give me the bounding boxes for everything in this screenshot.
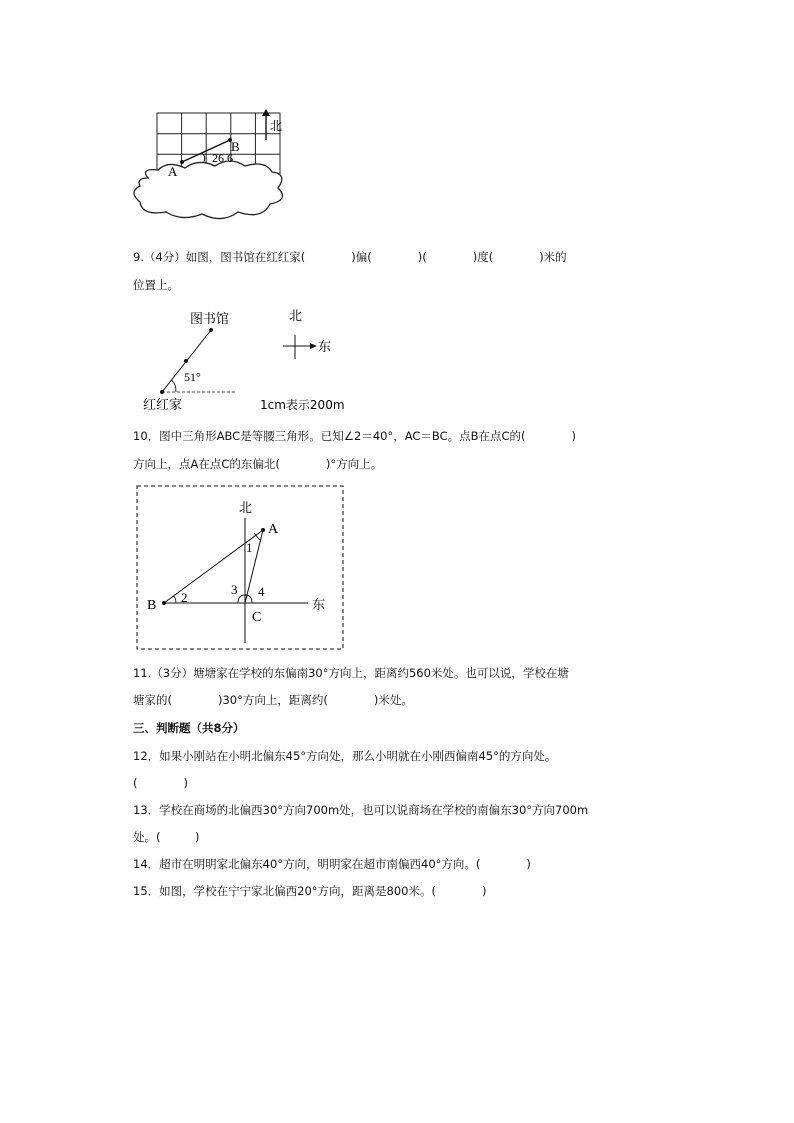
section-3-heading: 三、判断题（共8分） (133, 721, 245, 735)
library-direction-figure (140, 305, 360, 415)
question-11-line-1: 11.（3分）塘塘家在学校的东偏南30°方向上，距离约560米处。也可以说，学校在塘 (133, 666, 569, 680)
middle-point (184, 359, 188, 363)
question-9-line-2: 位置上。 (133, 278, 179, 292)
label-c: C (252, 610, 262, 625)
home-label: 红红家 (143, 398, 183, 413)
question-15-line-1: 15．如图，学校在宁宁家北偏西20°方向，距离是800米。( ) (133, 884, 487, 898)
angle-2-arc (173, 596, 176, 603)
question-13-line-1: 13．学校在商场的北偏西30°方向700m处，也可以说商场在学校的南偏东30°方向700m (133, 803, 589, 817)
compass-east-arrow (310, 343, 317, 349)
question-12-line-1: 12．如果小刚站在小明北偏东45°方向处，那么小明就在小刚西偏南45°的方向处。 (133, 749, 557, 763)
triangle-abc-figure (136, 485, 346, 651)
compass-north-label: 北 (289, 309, 303, 324)
angle-51-label: 51° (184, 370, 201, 384)
north-label: 北 (270, 119, 283, 133)
grid-map-figure (130, 108, 290, 228)
library-point (209, 328, 213, 332)
question-12-answer: ( ) (133, 776, 188, 790)
scale-label: 1cm表示200m (260, 398, 345, 412)
north-label: 北 (239, 501, 253, 516)
east-label: 东 (312, 598, 326, 613)
label-a: A (268, 522, 279, 537)
point-a (261, 528, 265, 532)
angle-4-label: 4 (258, 584, 265, 599)
angle-arc-51 (171, 380, 176, 392)
angle-2-label: 2 (181, 590, 188, 605)
question-14-line-1: 14．超市在明明家北偏东40°方向，明明家在超市南偏西40°方向。( ) (133, 857, 531, 871)
compass-east-label: 东 (318, 340, 332, 355)
label-a: A (168, 164, 178, 179)
question-10-line-2: 方向上，点A在点C的东偏北( )°方向上。 (133, 457, 383, 471)
angle-label: 26.6 (212, 151, 233, 165)
library-label: 图书馆 (190, 312, 230, 327)
angle-1-label: 1 (246, 540, 253, 555)
label-b: B (147, 598, 157, 613)
cloud-shape (134, 161, 283, 219)
angle-3-label: 3 (231, 582, 238, 597)
point-b (162, 601, 166, 605)
question-9-line-1: 9.（4分）如图，图书馆在红红家( )偏( )( )度( )米的 (133, 250, 567, 264)
point-a (180, 160, 184, 164)
question-13-line-2: 处。( ) (133, 830, 200, 844)
question-11-line-2: 塘家的( )30°方向上，距离约( )米处。 (133, 693, 413, 707)
question-10-line-1: 10．图中三角形ABC是等腰三角形。已知∠2＝40°，AC＝BC。点B在点C的( ) (133, 429, 577, 443)
label-b: B (231, 139, 240, 154)
